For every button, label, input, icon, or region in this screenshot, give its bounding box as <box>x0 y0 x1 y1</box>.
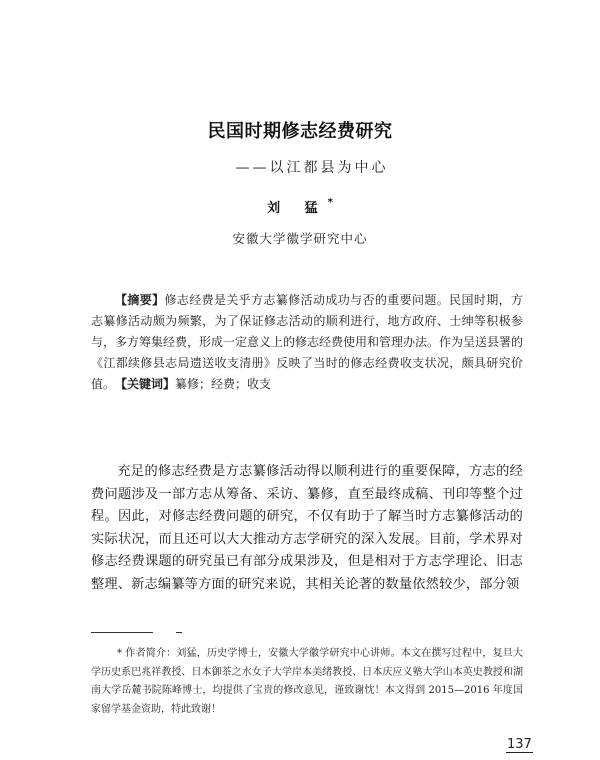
article-subtitle: ——以江都县为中心 <box>235 160 389 176</box>
body-paragraph: 充足的修志经费是方志纂修活动得以顺利进行的重要保障，方志的经费问题涉及一部方志从筹备、采访、纂修，直至最终成稿、刊印等整个过程。因此，对修志经费问题的研究，不仅有助于了解当时方志纂修活动的实际状况，而且还可以大大推动方志学研究的深入发展。目前，学术界对修志经费课题的研究虽已有部分成果涉及，但是相对于方志学理论、旧志整理、新志编纂等方面的研究来说，其相关论著的数量依然较少，部分领 <box>91 464 523 592</box>
page-number: 137 <box>507 737 532 752</box>
author-footnote-mark: * <box>327 196 333 208</box>
abstract-label: 【摘要】 <box>115 293 165 307</box>
keywords-label: 【关键词】 <box>115 377 176 391</box>
keywords-text: 纂修；经费；收支 <box>175 377 272 391</box>
abstract-text: 修志经费是关乎方志纂修活动成功与否的重要问题。民国时期，方志纂修活动颇为频繁，为了保证修志活动的顺利进行，地方政府、士绅等积极参与，多方筹集经费，形成一定意义上的修志经费使用和管理办法。作为呈送县署的《江都续修县志局遗送收支清册》反映了当时的修志经费收支状况，颇具研究价值。 <box>91 293 524 391</box>
author-footnote: * 作者简介：刘猛，历史学博士，安徽大学徽学研究中心讲师。本文在撰写过程中，复旦大学历史系巴兆祥教授、日本御茶之水女子大学岸本美绪教授、日本庆应义塾大学山本英史教授和湖南大学岳麓书院陈峰博士，均提供了宝贵的修改意见，谨致谢忱！本文得到 2015—2016 年度国家留学基金资助，特此致谢！ <box>91 648 523 715</box>
author-affiliation: 安徽大学徽学研究中心 <box>232 231 368 246</box>
article-title: 民国时期修志经费研究 <box>207 121 393 142</box>
author-line <box>0 197 600 216</box>
author-name: 刘 猛 <box>267 201 328 216</box>
footnote-divider-tail <box>176 632 182 633</box>
keywords <box>115 374 535 395</box>
footnote-divider <box>91 632 153 633</box>
